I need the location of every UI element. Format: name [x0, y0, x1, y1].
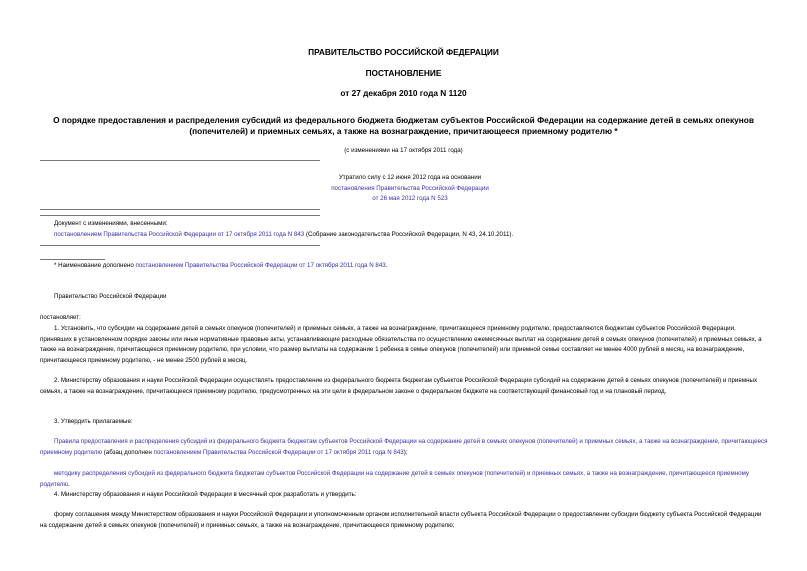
footnote-divider [40, 259, 105, 260]
divider [40, 245, 320, 246]
divider [40, 215, 320, 216]
paragraph-3a-mid: (абзац дополнен [102, 448, 154, 456]
changes-block [54, 219, 774, 240]
paragraph-3a-end: ); [403, 448, 408, 456]
footnote-link[interactable]: постановлением Правительства Российской Федерации от 17 октября 2011 года N 843 [135, 262, 386, 269]
changes-tail: (Собрание законодательства Российской Федерации, N 43, 24.10.2011). [304, 230, 514, 238]
paragraph-3: 3. Утвердить прилагаемые: [54, 418, 133, 425]
changes-link[interactable]: постановлением Правительства Российской Федерации от 17 октября 2011 года N 843 [54, 230, 305, 238]
divider [40, 209, 320, 210]
paragraph-3b [40, 469, 768, 490]
footnote [54, 261, 774, 272]
paragraph-4: 4. Министерству образования и науки Российской Федерации в месячный срок разработать и утвердить: [54, 491, 357, 498]
amendments-note: (с изменениями на 17 октября 2011 года) [344, 147, 463, 154]
decides-line: постановляет: [40, 314, 81, 321]
paragraph-2: 2. Министерству образования и науки Российской Федерации осуществлять предоставление из федерального бюджета бюджетам субъектов Российской Федерации субсидий на содержание детей в семьях опекунов (попечителей) и приемных семьях, а также на вознаграждение, причитающееся приемному родителю, предусмотренных на эти цели в федеральном законе о федеральном бюджете на соответствующий финансовый год и на плановый период. [40, 377, 758, 395]
lost-force-link-line2[interactable]: от 26 мая 2012 года N 523 [372, 195, 448, 202]
date-number-heading: от 27 декабря 2010 года N 1120 [340, 88, 467, 98]
footnote-suffix: . [385, 262, 388, 269]
document-type-heading: ПОСТАНОВЛЕНИЕ [365, 68, 442, 78]
divider [40, 160, 320, 161]
preamble: Правительство Российской Федерации [54, 293, 167, 300]
paragraph-3a [40, 437, 768, 458]
paragraph-3b-end: . [68, 480, 70, 488]
lost-force-block [290, 173, 530, 205]
paragraph-4a: форму соглашения между Министерством образования и науки Российской Федерации и уполномоченным органом исполнительной власти субъекта Российской Федерации о предоставлении субсидии бюджету субъекта Российской Федерации на содержание детей в семьях опекунов (попечителей) и приемных семьях, а также на вознаграждение, причитающееся приемному родителю; [40, 511, 762, 529]
methodology-link[interactable]: методику распределения субсидий из федерального бюджета бюджетам субъектов Российской Федерации на содержание детей в семьях опекунов (попечителей) и приемных семьях, а также на вознаграждение, причитающееся приемному родителю [40, 470, 750, 488]
lost-force-link-line1[interactable]: постановления Правительства Российской Федерации [331, 184, 489, 192]
lost-force-text: Утратило силу с 12 июня 2012 года на основании [338, 174, 482, 181]
rules-link[interactable]: Правила предоставления и распределения субсидий из федерального бюджета бюджетам субъектов Российской Федерации на содержание детей в семьях опекунов (попечителей) и приемных семьях, а также на вознаграждение, причитающееся приемному родителю [40, 438, 768, 456]
changes-line [54, 230, 774, 241]
paragraph-1: 1. Установить, что субсидии на содержание детей в семьях опекунов (попечителей) и приемных семьях, а также на вознаграждение, причитающееся приемному родителю, предоставляются бюджетам субъектов Российской Федерации, принявших в установленном порядке законы или иные нормативные правовые акты, устанавливающие расходные обязательства по осуществлению ежемесячных выплат на содержание детей в семьях опекунов (попечителей) и приемных семьях, а также на вознаграждение, причитающееся приемному родителю, при условии, что размер выплаты на содержание 1 ребенка в семье опекунов (попечителей) или приемной семье составляет не менее 4000 рублей в месяц, на вознаграждение, причитающееся приемному родителю, - не менее 2500 рублей в месяц. [40, 325, 762, 364]
changes-label: Документ с изменениями, внесенными: [54, 220, 168, 227]
government-heading: ПРАВИТЕЛЬСТВО РОССИЙСКОЙ ФЕДЕРАЦИИ [308, 47, 499, 57]
amendment-link[interactable]: постановлением Правительства Российской Федерации от 17 октября 2011 года N 843 [153, 448, 404, 456]
document-title: О порядке предоставления и распределения субсидий из федерального бюджета бюджетам субъектов Российской Федерации на содержание детей в семьях опекунов (попечителей) и приемных семьях, а также на вознаграждение, причитающееся приемному родителю * [53, 115, 754, 136]
footnote-prefix: * Наименование дополнено [54, 262, 136, 269]
